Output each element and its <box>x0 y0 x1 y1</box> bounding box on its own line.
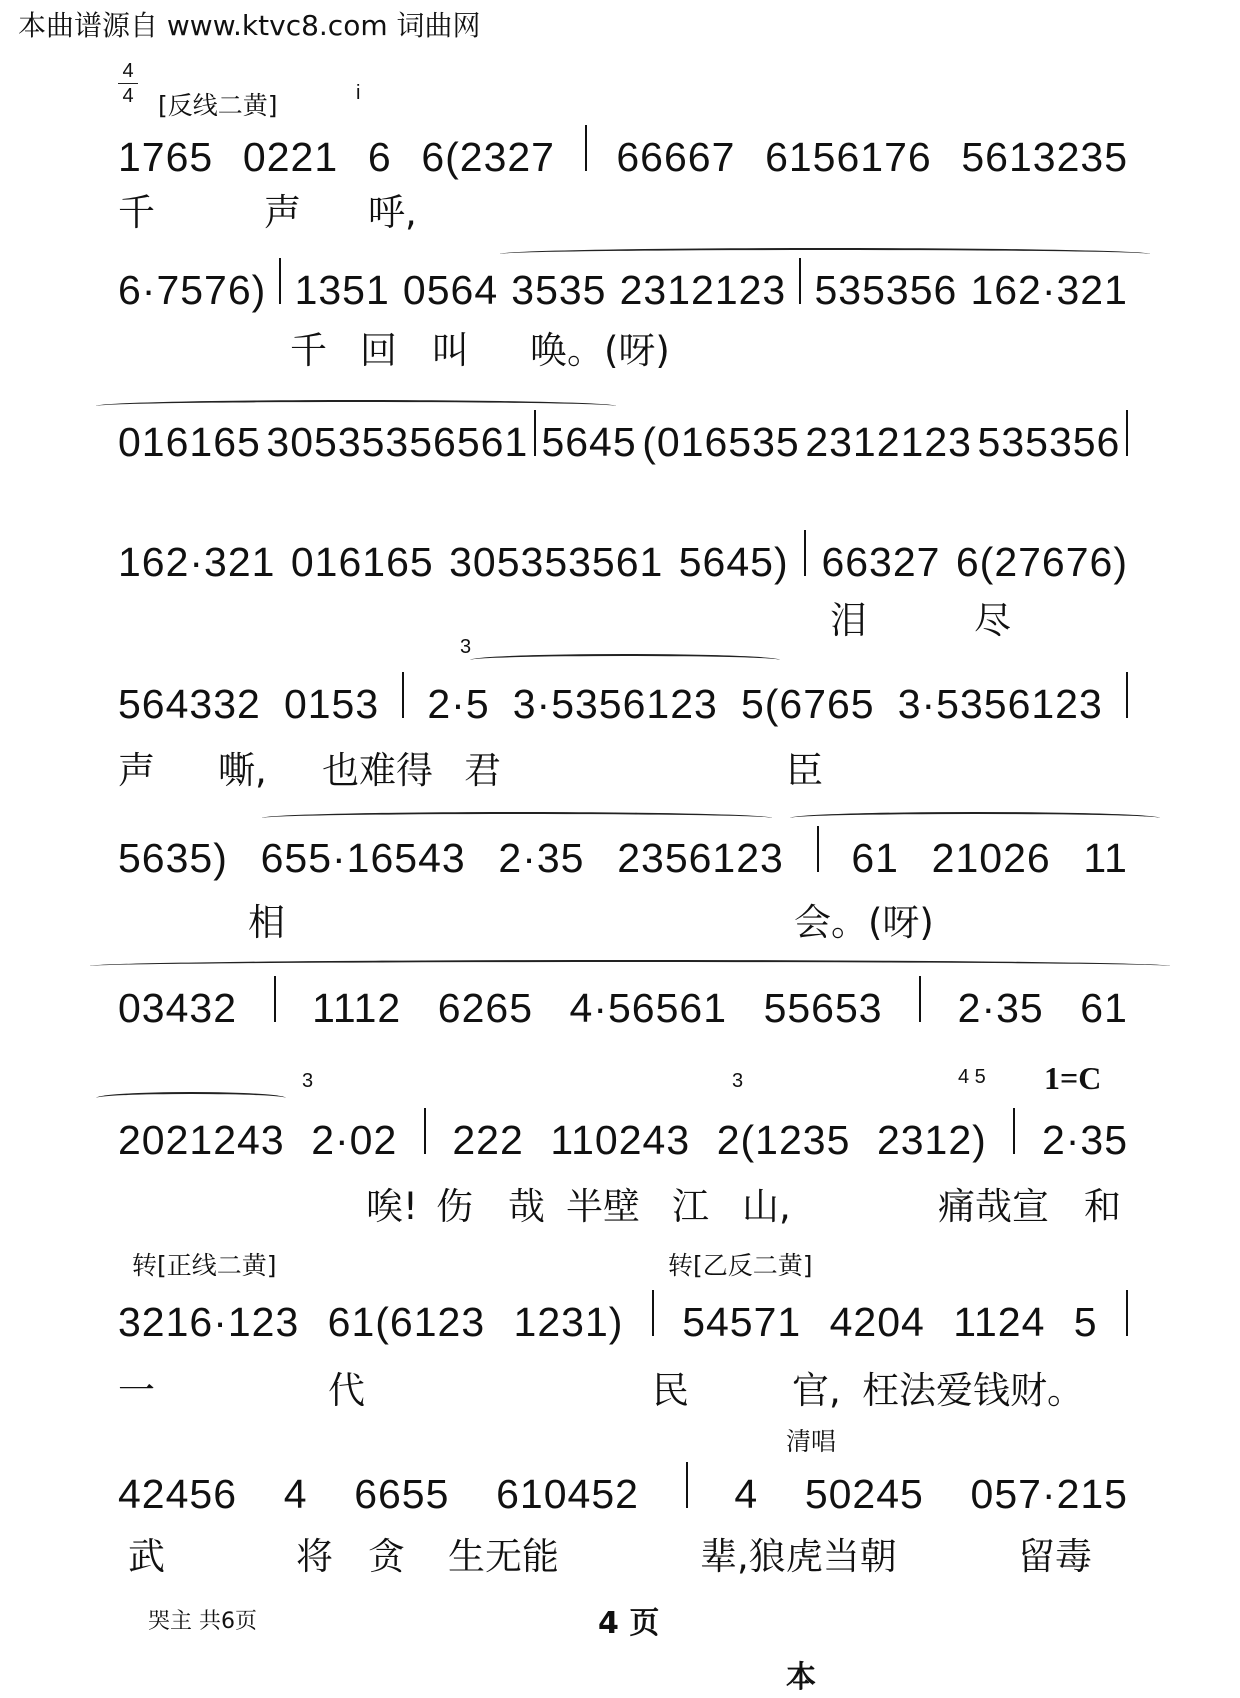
time-signature-bottom: 4 <box>122 85 134 107</box>
source-header: 本曲谱源自 www.ktvc8.com 词曲网 <box>18 9 481 42</box>
slur <box>470 654 780 666</box>
barline <box>652 1290 654 1336</box>
grace-note: 3 <box>302 1070 314 1092</box>
slur <box>90 960 1170 972</box>
barline <box>424 1108 426 1154</box>
barline <box>686 1462 688 1508</box>
slur <box>500 248 1150 260</box>
beat-marker: 4 5 <box>958 1066 986 1088</box>
barline <box>799 258 801 304</box>
lyric-line-8: 唉! 伤 哉 半壁 江 山, 痛哉宣 和 <box>366 1185 1121 1228</box>
barline <box>274 976 276 1022</box>
score-line-9: 3216·123 61(6123 1231) 54571 4204 1124 5 <box>118 1290 1128 1346</box>
lyric-line-1: 千 声 呼, <box>118 191 417 234</box>
section-label-yifan: 转[乙反二黄] <box>668 1251 813 1280</box>
barline <box>402 672 404 718</box>
lyric-line-4: 泪 尽 <box>830 599 1011 642</box>
barline <box>279 258 281 304</box>
slur <box>790 812 1160 824</box>
score-line-2: 6·7576) 1351 0564 3535 2312123 535356 162·321 <box>118 258 1128 314</box>
time-signature <box>116 60 140 107</box>
lyric-line-6: 相 会。(呀) <box>248 901 934 944</box>
page-number: 4 页 <box>598 1606 660 1641</box>
barline <box>1126 1290 1128 1336</box>
barline <box>1126 672 1128 718</box>
grace-note: i <box>356 82 361 104</box>
barline <box>534 410 536 456</box>
score-line-3: 016165 30535356561 5645 (016535 2312123 535356 <box>118 410 1128 466</box>
slur <box>262 812 772 824</box>
score-line-6: 5635) 655·16543 2·35 2356123 61 21026 11 <box>118 826 1128 882</box>
score-line-8: 2021243 2·02 222 110243 2(1235 2312) 2·35 <box>118 1108 1128 1164</box>
score-line-1: 1765 0221 6 6(2327 66667 6156176 5613235 <box>118 125 1128 181</box>
slur <box>96 1092 286 1104</box>
score-line-7: 03432 1112 6265 4·56561 55653 2·35 61 <box>118 976 1128 1032</box>
lyric-line-5: 声 嘶, 也难得 君 臣 <box>118 749 823 792</box>
barline <box>1126 410 1128 456</box>
footer-title: 哭主 共6页 <box>148 1609 257 1634</box>
score-line-4: 162·321 016165 305353561 5645) 66327 6(27676) <box>118 530 1128 586</box>
time-signature-top: 4 <box>122 60 134 82</box>
barline <box>804 530 806 576</box>
lyric-line-10: 武 将 贪 生无能 辈,狼虎当朝 留毒 <box>128 1535 1092 1578</box>
section-label-fanxian: [反线二黄] <box>158 91 278 120</box>
lyric-line-9: 一 代 民 官, 枉法爱钱财。 <box>118 1369 1084 1412</box>
barline <box>585 125 587 171</box>
qingchang-label: 清唱 <box>786 1427 837 1456</box>
grace-note: 3 <box>460 636 472 658</box>
barline <box>1013 1108 1015 1154</box>
section-label-zhengxian: 转[正线二黄] <box>132 1251 277 1280</box>
footer-mark: 本 <box>786 1660 816 1695</box>
barline <box>817 826 819 872</box>
score-line-5: 564332 0153 2·5 3·5356123 5(6765 3·5356123 <box>118 672 1128 728</box>
key-signature: 1=C <box>1044 1060 1102 1096</box>
barline <box>919 976 921 1022</box>
grace-note: 3 <box>732 1070 744 1092</box>
lyric-line-2: 千 回 叫 唤。(呀) <box>290 329 670 372</box>
score-line-10: 42456 4 6655 610452 4 50245 057·215 <box>118 1462 1128 1518</box>
